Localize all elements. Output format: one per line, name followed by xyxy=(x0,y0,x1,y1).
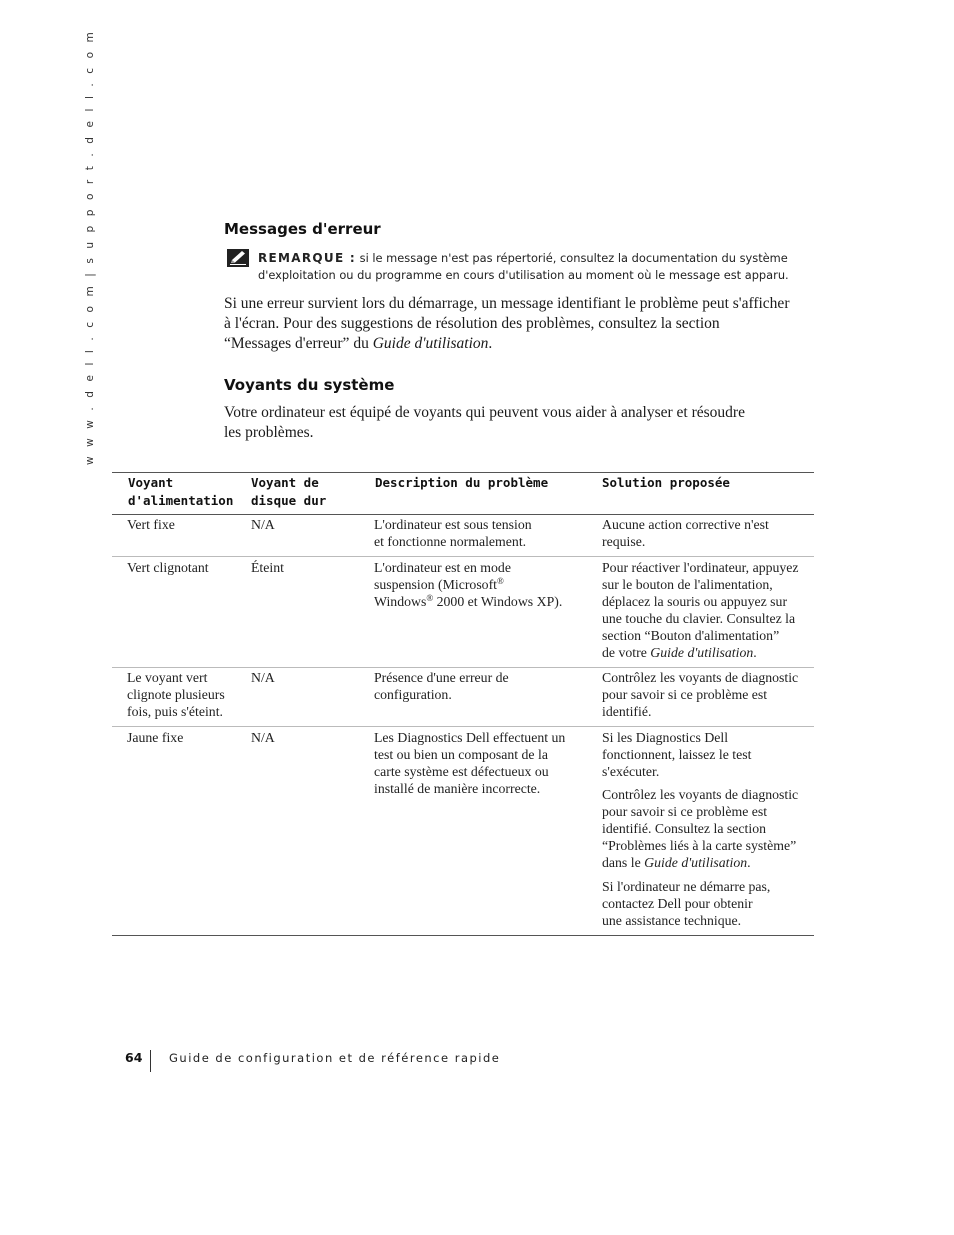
guide-reference: Guide d'utilisation xyxy=(650,645,754,660)
heading-messages-erreur: Messages d'erreur xyxy=(224,220,381,238)
guide-reference: Guide d'utilisation xyxy=(644,855,748,870)
table-bottom-rule xyxy=(112,935,814,936)
heading-voyants-systeme: Voyants du système xyxy=(224,376,395,394)
guide-reference: Guide d'utilisation xyxy=(372,335,489,352)
note-line-1: si le message n'est pas répertorié, consultez la documentation du système xyxy=(359,251,788,265)
page-number: 64 xyxy=(125,1050,143,1065)
table-row-4-cell-2: N/A xyxy=(251,730,275,745)
paragraph-line: à l'écran. Pour des suggestions de résolution des problèmes, consultez la section xyxy=(224,315,720,332)
header-voyant-alimentation: Voyant d'alimentation xyxy=(128,475,234,508)
table-row-3-cell-3: Présence d'une erreur de configuration. xyxy=(374,670,509,702)
table-row-1-cell-2: N/A xyxy=(251,517,275,532)
table-row-2-cell-4: Pour réactiver l'ordinateur, appuyez sur le bouton de l'alimentation, déplacez la souris ou appuyez sur une touche du clavier. Consultez la section “Bouton d'alimentation” de votre Guide d'utilisation. xyxy=(602,560,799,660)
note-text xyxy=(258,250,818,284)
table-row-3-cell-4: Contrôlez les voyants de diagnostic pour savoir si ce problème est identifié. xyxy=(602,670,799,719)
footer-title: Guide de configuration et de référence rapide xyxy=(169,1051,501,1065)
side-url-label: w w w . d e l l . c o m | s u p p o r t . d e l l . c o m xyxy=(84,29,96,465)
table-row-4-cell-1: Jaune fixe xyxy=(127,730,184,745)
row-rule xyxy=(112,667,814,668)
paragraph-line: les problèmes. xyxy=(224,424,314,441)
table-row-2-cell-2: Éteint xyxy=(251,560,284,575)
table-row-2-cell-3: L'ordinateur est en mode suspension (Microsoft® Windows® 2000 et Windows XP). xyxy=(374,560,563,609)
pencil-note-icon xyxy=(227,249,249,267)
header-solution: Solution proposée xyxy=(602,475,730,490)
row-rule xyxy=(112,726,814,727)
paragraph-line: Votre ordinateur est équipé de voyants qui peuvent vous aider à analyser et résoudre xyxy=(224,404,745,421)
table-row-4-cell-4a: Si les Diagnostics Dell fonctionnent, laissez le test s'exécuter. xyxy=(602,730,752,779)
note-line-2: d'exploitation ou du programme en cours d'utilisation au moment où le message est apparu. xyxy=(258,268,789,282)
header-rule xyxy=(112,514,814,515)
table-top-rule xyxy=(112,472,814,473)
table-row-4-cell-3: Les Diagnostics Dell effectuent un test ou bien un composant de la carte système est défectueux ou installé de manière incorrecte. xyxy=(374,730,566,796)
table-row-1-cell-3: L'ordinateur est sous tension et fonctionne normalement. xyxy=(374,517,532,549)
footer-divider xyxy=(150,1050,151,1072)
note-label: REMARQUE : xyxy=(258,251,357,265)
table-row-4-cell-4c: Si l'ordinateur ne démarre pas, contactez Dell pour obtenir une assistance technique. xyxy=(602,879,771,928)
table-row-1-cell-4: Aucune action corrective n'est requise. xyxy=(602,517,769,549)
paragraph-line: Si une erreur survient lors du démarrage, un message identifiant le problème peut s'afficher xyxy=(224,295,790,312)
table-row-2-cell-1: Vert clignotant xyxy=(127,560,209,575)
paragraph-voyants xyxy=(224,403,745,443)
header-voyant-disque: Voyant de disque dur xyxy=(251,475,327,508)
paragraph-line: “Messages d'erreur” du Guide d'utilisation. xyxy=(224,335,493,352)
table-row-1-cell-1: Vert fixe xyxy=(127,517,175,532)
table-row-4-cell-4b: Contrôlez les voyants de diagnostic pour savoir si ce problème est identifié. Consultez la section “Problèmes liés à la carte système” dans le Guide d'utilisation. xyxy=(602,787,799,870)
table-row-3-cell-1: Le voyant vert clignote plusieurs fois, puis s'éteint. xyxy=(127,670,225,719)
table-row-3-cell-2: N/A xyxy=(251,670,275,685)
paragraph-messages xyxy=(224,294,789,354)
header-description: Description du problème xyxy=(375,475,549,490)
row-rule xyxy=(112,556,814,557)
